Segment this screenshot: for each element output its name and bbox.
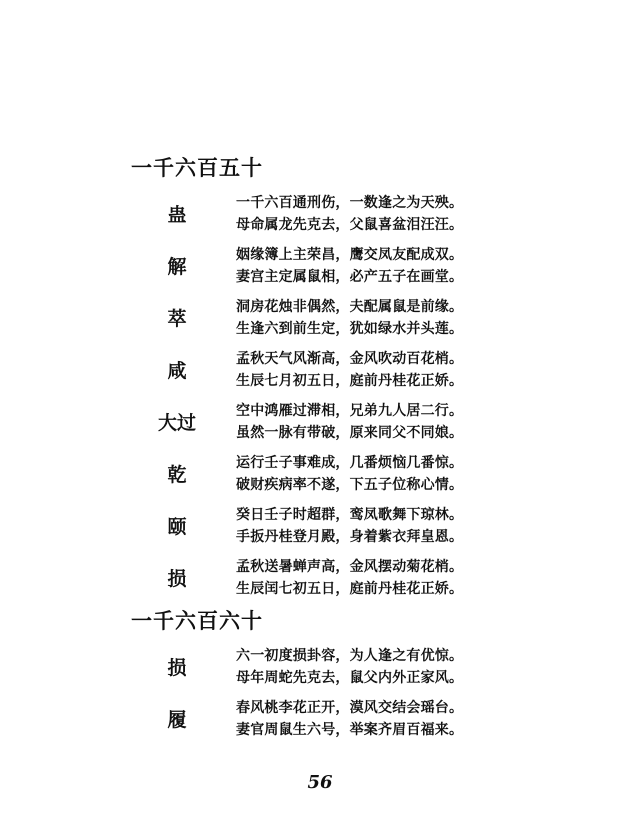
verse-line-2: 生逢六到前生定，犹如绿水并头莲。 <box>236 321 464 337</box>
entry-sun-2 <box>0 645 640 691</box>
verse-line-1: 癸日壬子时超群，鸾凤歌舞下琼林。 <box>236 507 464 523</box>
verse-line-1: 姻缘簿上主荣昌，鹰交凤友配成双。 <box>236 247 464 263</box>
verse-line-1: 春风桃李花正开，漠风交结会瑶台。 <box>236 700 464 716</box>
hexagram-label: 履 <box>167 709 187 731</box>
verse-line-2: 母年周蛇先克去，鼠父内外正家风。 <box>236 670 464 686</box>
verse-line-2: 母命属龙先克去，父鼠喜盆泪汪汪。 <box>236 217 464 233</box>
verse-line-1: 一千六百通刑伤，一数逢之为天殃。 <box>236 195 464 211</box>
hexagram-label: 乾 <box>167 464 187 486</box>
hexagram-label: 损 <box>167 568 187 590</box>
verse-line-2: 生辰闰七初五日，庭前丹桂花正娇。 <box>236 581 464 597</box>
entry-lv <box>0 697 640 743</box>
hexagram-label: 蛊 <box>167 204 187 226</box>
verse-line-1: 六一初度损卦容，为人逢之有优惊。 <box>236 648 464 664</box>
page-number: 56 <box>307 772 333 793</box>
section-heading-1650: 一千六百五十 <box>131 155 263 180</box>
entry-gu <box>0 192 640 238</box>
hexagram-label: 咸 <box>167 360 187 382</box>
hexagram-label: 萃 <box>167 308 187 330</box>
verse-line-1: 孟秋天气风渐高，金风吹动百花梢。 <box>236 351 464 367</box>
entry-yi <box>0 504 640 550</box>
entry-qian <box>0 452 640 498</box>
verse-line-2: 妻宫主定属鼠相，必产五子在画堂。 <box>236 269 464 285</box>
verse-line-2: 虽然一脉有带破，原来同父不同娘。 <box>236 425 464 441</box>
entry-xian <box>0 348 640 394</box>
hexagram-label: 大过 <box>157 412 196 434</box>
verse-line-1: 孟秋送暑蝉声高，金风摆动菊花梢。 <box>236 559 464 575</box>
entry-sun-1 <box>0 556 640 602</box>
entry-xie <box>0 244 640 290</box>
verse-line-2: 妻官周鼠生六号，举案齐眉百福来。 <box>236 722 464 738</box>
verse-line-2: 生辰七月初五日，庭前丹桂花正娇。 <box>236 373 464 389</box>
hexagram-label: 颐 <box>167 516 187 538</box>
verse-line-2: 破财疾病率不遂，下五子位称心情。 <box>236 477 464 493</box>
section-heading-1660: 一千六百六十 <box>131 608 263 633</box>
verse-line-1: 洞房花烛非偶然，夫配属鼠是前缘。 <box>236 299 464 315</box>
verse-line-2: 手扳丹桂登月殿，身着紫衣拜皇恩。 <box>236 529 464 545</box>
entry-da-guo <box>0 400 640 446</box>
entry-cui <box>0 296 640 342</box>
verse-line-1: 空中鸿雁过滞相，兄弟九人居二行。 <box>236 403 464 419</box>
hexagram-label: 损 <box>167 657 187 679</box>
verse-line-1: 运行壬子事难成，几番烦恼几番惊。 <box>236 455 464 471</box>
hexagram-label: 解 <box>167 256 187 278</box>
